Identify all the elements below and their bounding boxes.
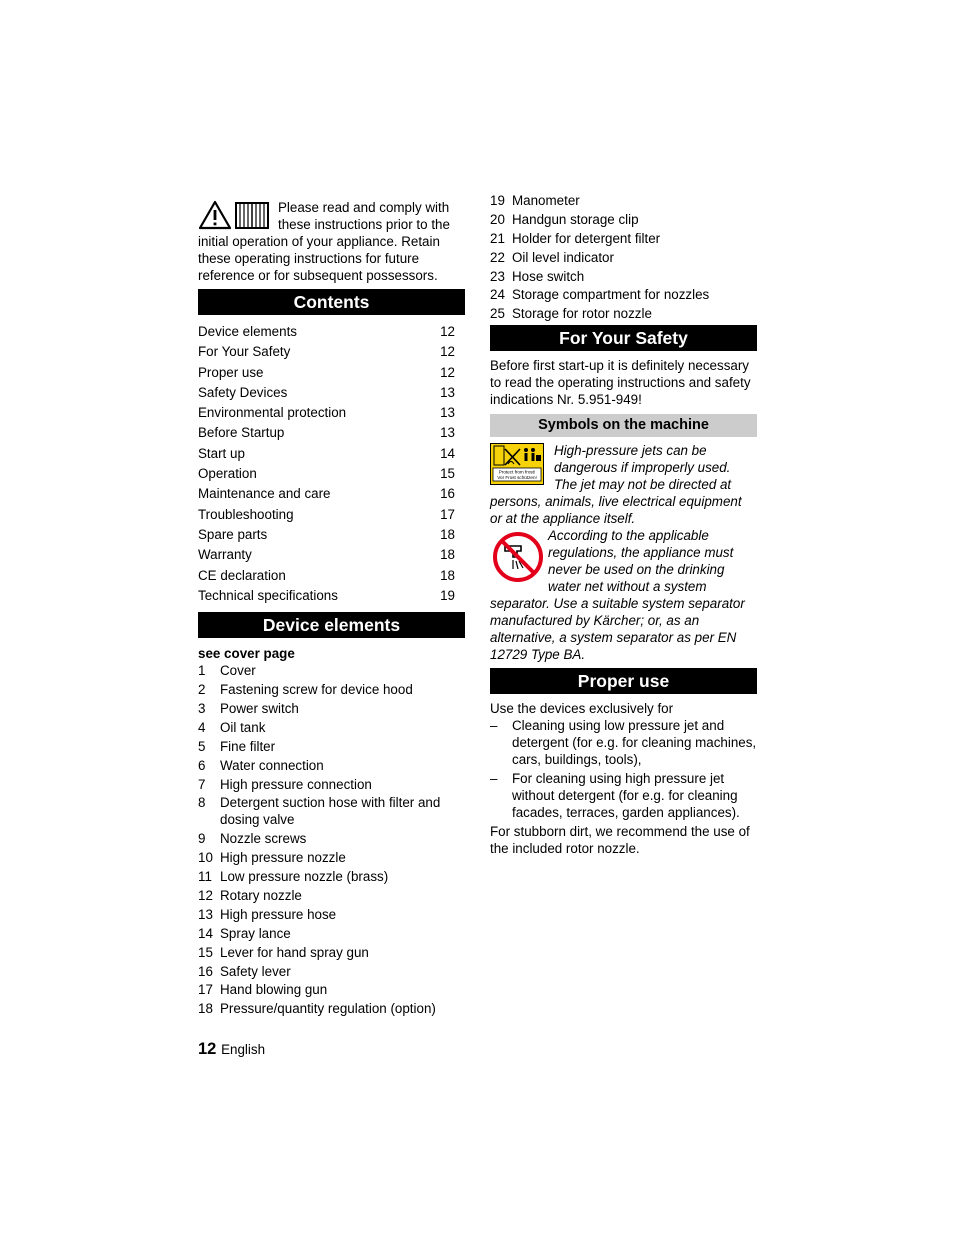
device-element-number: 19 xyxy=(490,193,505,208)
contents-item-label: Troubleshooting xyxy=(198,506,294,522)
device-element-number: 13 xyxy=(198,906,213,922)
contents-item-label: Warranty xyxy=(198,547,252,563)
contents-item xyxy=(198,342,465,362)
proper-use-item xyxy=(490,770,757,821)
device-element-label: Storage compartment for nozzles xyxy=(512,287,710,303)
contents-item-page: 13 xyxy=(440,425,455,441)
intro-text: Please read and comply with these instructions prior to the initial operation of your appliance. Retain these operating instructions for future reference or for subsequent possessors. xyxy=(198,200,450,283)
svg-text:Vor Frost schützen!: Vor Frost schützen! xyxy=(497,475,537,481)
contents-item xyxy=(198,484,465,504)
contents-item xyxy=(198,403,465,423)
device-elements-heading: Device elements xyxy=(198,612,465,638)
device-element-item xyxy=(198,794,465,828)
intro-notice xyxy=(198,199,465,284)
contents-item-page: 17 xyxy=(440,506,455,522)
device-element-number: 16 xyxy=(198,963,213,979)
device-element-number: 14 xyxy=(198,925,213,941)
device-element-item xyxy=(490,286,757,303)
proper-use-lead: Use the devices exclusively for xyxy=(490,701,674,717)
contents-item xyxy=(198,363,465,383)
device-element-item xyxy=(198,662,465,679)
right-column xyxy=(490,192,757,857)
proper-use-item-text: For cleaning using high pressure jet without detergent (for e.g. for cleaning facades, terraces, garden appliances). xyxy=(512,771,740,821)
device-element-item xyxy=(198,925,465,942)
device-element-number: 9 xyxy=(198,831,206,847)
device-element-item xyxy=(490,249,757,266)
contents-item-label: Environmental protection xyxy=(198,405,347,421)
contents-item xyxy=(198,586,465,606)
device-element-number: 2 xyxy=(198,682,206,698)
contents-item-label: Device elements xyxy=(198,324,297,339)
warning-triangle-icon xyxy=(200,202,230,228)
contents-item-page: 12 xyxy=(440,344,455,360)
proper-use-note: For stubborn dirt, we recommend the use of the included rotor nozzle. xyxy=(490,824,750,857)
device-element-number: 1 xyxy=(198,663,206,679)
contents-item-page: 18 xyxy=(440,547,455,563)
device-element-number: 17 xyxy=(198,982,213,998)
device-element-item xyxy=(198,757,465,774)
device-element-label: Low pressure nozzle (brass) xyxy=(220,869,389,885)
contents-item-label: Proper use xyxy=(198,364,264,380)
device-element-label: High pressure hose xyxy=(220,906,337,922)
device-element-item xyxy=(490,211,757,228)
contents-item-label: CE declaration xyxy=(198,567,286,583)
device-element-label: Detergent suction hose with filter and dosing valve xyxy=(220,795,441,828)
proper-use-heading: Proper use xyxy=(490,668,757,694)
left-column xyxy=(198,197,465,1019)
contents-item-label: Operation xyxy=(198,466,257,482)
symbol-drinking-water xyxy=(490,527,757,663)
device-elements-subheading: see cover page xyxy=(198,646,295,662)
device-element-item xyxy=(198,944,465,961)
proper-use-item-text: Cleaning using low pressure jet and detergent (for e.g. for cleaning machines, cars, buildings, tools), xyxy=(512,718,757,768)
device-element-item xyxy=(198,868,465,885)
device-element-number: 21 xyxy=(490,230,505,246)
symbol-high-pressure xyxy=(490,442,757,527)
device-element-label: Manometer xyxy=(512,193,580,208)
device-element-item xyxy=(490,230,757,247)
contents-item-page: 12 xyxy=(440,364,455,380)
contents-item xyxy=(198,545,465,565)
device-element-number: 23 xyxy=(490,268,505,284)
device-element-item xyxy=(198,1000,465,1017)
contents-item xyxy=(198,505,465,525)
contents-item-label: Technical specifications xyxy=(198,587,338,603)
dash-bullet: – xyxy=(490,718,498,734)
dash-bullet: – xyxy=(490,771,498,787)
device-element-label: Holder for detergent filter xyxy=(512,230,661,246)
contents-item xyxy=(198,566,465,586)
device-element-label: Fine filter xyxy=(220,738,276,754)
device-element-item xyxy=(198,887,465,904)
device-element-item xyxy=(198,963,465,980)
page-footer xyxy=(198,1041,398,1058)
device-element-number: 15 xyxy=(198,944,213,960)
device-element-number: 22 xyxy=(490,249,505,265)
device-element-label: Fastening screw for device hood xyxy=(220,682,413,698)
high-pressure-warning-icon xyxy=(490,443,544,485)
contents-item xyxy=(198,525,465,545)
device-element-number: 8 xyxy=(198,795,206,811)
device-element-item xyxy=(198,681,465,698)
contents-item-label: Maintenance and care xyxy=(198,486,331,502)
safety-text: Before first start-up it is definitely necessary to read the operating instructions and safety indications Nr. 5.951-949! xyxy=(490,358,751,408)
page-number: 12 xyxy=(198,1040,217,1058)
device-element-label: Hose switch xyxy=(512,268,585,284)
contents-item xyxy=(198,444,465,464)
device-elements-list xyxy=(198,662,465,1017)
symbol2-text: According to the applicable regulations, the appliance must never be used on the drinking water net without a system separator. Use a suitable system separator manufactured by Kärcher; or, as an alternative, a system separator as per EN 12729 Type BA. xyxy=(490,528,745,663)
contents-item-page: 14 xyxy=(440,445,455,461)
device-element-number: 7 xyxy=(198,776,206,792)
contents-item-page: 13 xyxy=(440,405,455,421)
contents-item-label: For Your Safety xyxy=(198,344,291,360)
device-element-number: 24 xyxy=(490,287,505,303)
device-element-label: Water connection xyxy=(220,757,324,773)
symbol1-text: High-pressure jets can be dangerous if improperly used. The jet may not be directed at persons, animals, live electrical equipment or at the appliance itself. xyxy=(490,443,742,527)
proper-use-list xyxy=(490,717,757,821)
contents-item xyxy=(198,464,465,484)
device-element-item xyxy=(490,268,757,285)
device-element-number: 25 xyxy=(490,306,505,322)
device-element-item xyxy=(198,830,465,847)
contents-item-label: Before Startup xyxy=(198,425,285,441)
contents-item-page: 19 xyxy=(440,587,455,603)
device-element-label: Rotary nozzle xyxy=(220,887,302,903)
contents-item-label: Safety Devices xyxy=(198,384,288,400)
device-element-item xyxy=(198,906,465,923)
device-element-item xyxy=(198,981,465,998)
device-element-item xyxy=(490,192,757,209)
device-element-label: Spray lance xyxy=(220,925,291,941)
device-element-number: 11 xyxy=(198,869,212,885)
device-element-item xyxy=(198,776,465,793)
safety-heading: For Your Safety xyxy=(490,325,757,351)
device-element-label: Safety lever xyxy=(220,963,291,979)
device-element-label: Handgun storage clip xyxy=(512,211,639,227)
contents-item-page: 18 xyxy=(440,526,455,542)
device-element-item xyxy=(490,305,757,322)
device-element-number: 4 xyxy=(198,719,206,735)
device-element-number: 10 xyxy=(198,850,213,866)
device-element-label: Storage for rotor nozzle xyxy=(512,306,652,322)
contents-item-page: 13 xyxy=(440,384,455,400)
contents-item-label: Start up xyxy=(198,445,245,461)
contents-item-page: 12 xyxy=(440,324,455,339)
device-element-number: 18 xyxy=(198,1001,213,1017)
contents-item-page: 18 xyxy=(440,567,455,583)
device-element-number: 20 xyxy=(490,211,505,227)
device-element-item xyxy=(198,700,465,717)
contents-item-label: Spare parts xyxy=(198,526,268,542)
intro-icons xyxy=(198,200,274,228)
device-element-item xyxy=(198,719,465,736)
contents-item-page: 16 xyxy=(440,486,455,502)
manual-book-icon xyxy=(236,203,268,228)
device-element-number: 12 xyxy=(198,887,213,903)
device-element-label: High pressure connection xyxy=(220,776,372,792)
device-element-item xyxy=(198,738,465,755)
device-element-label: Pressure/quantity regulation (option) xyxy=(220,1001,436,1017)
device-element-label: Lever for hand spray gun xyxy=(220,944,369,960)
device-element-label: Nozzle screws xyxy=(220,831,307,847)
device-element-number: 5 xyxy=(198,738,206,754)
proper-use-item xyxy=(490,717,757,768)
device-element-number: 3 xyxy=(198,700,206,716)
device-element-label: Oil tank xyxy=(220,719,266,735)
contents-item xyxy=(198,423,465,443)
symbols-heading: Symbols on the machine xyxy=(490,414,757,437)
device-element-label: Cover xyxy=(220,663,256,679)
contents-heading: Contents xyxy=(198,289,465,315)
device-element-item xyxy=(198,849,465,866)
contents-item xyxy=(198,322,465,342)
device-elements-list-continued xyxy=(490,192,757,322)
device-element-label: Power switch xyxy=(220,700,299,716)
svg-text:Protect from frost!: Protect from frost! xyxy=(498,469,536,475)
no-drinking-water-icon xyxy=(492,531,544,583)
contents-item xyxy=(198,383,465,403)
contents-item-page: 15 xyxy=(440,466,455,482)
contents-list xyxy=(198,322,465,606)
device-element-label: Hand blowing gun xyxy=(220,982,328,998)
device-element-number: 6 xyxy=(198,757,206,773)
device-element-label: High pressure nozzle xyxy=(220,850,346,866)
footer-language: English xyxy=(221,1042,266,1057)
device-element-label: Oil level indicator xyxy=(512,249,614,265)
